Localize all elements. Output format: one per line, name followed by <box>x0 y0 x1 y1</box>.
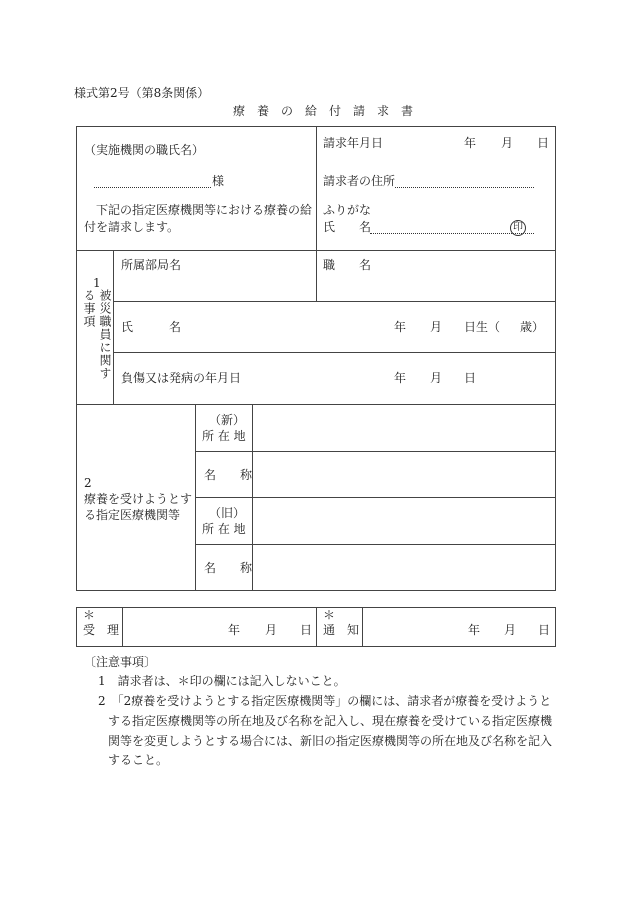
age-label: 歳） <box>520 320 545 334</box>
old-tag: （旧） <box>209 506 246 520</box>
old-address-label: 所 在 地 <box>202 522 246 536</box>
receipt-star: ＊ <box>83 608 96 622</box>
section2-label-line2: る指定医療機関等 <box>84 508 181 522</box>
name-field[interactable] <box>370 233 534 234</box>
address-field[interactable] <box>395 187 534 188</box>
request-day-label: 日 <box>537 136 550 150</box>
section2-label-line1: 療養を受けようとす <box>84 492 193 506</box>
notice-star: ＊ <box>323 608 336 622</box>
request-date-label: 請求年月日 <box>323 136 384 150</box>
new-tag: （新） <box>209 413 246 427</box>
injury-day-label: 日 <box>464 371 477 385</box>
receipt-month-label: 月 <box>265 623 278 637</box>
dept-label: 所属部局名 <box>121 258 182 272</box>
receipt-label: 受 理 <box>83 623 120 637</box>
receipt-year-label: 年 <box>228 623 241 637</box>
new-name-label: 名 称 <box>204 468 253 482</box>
notice-day-label: 日 <box>538 623 551 637</box>
birth-year-label: 年 <box>394 320 407 334</box>
notes-heading: 〔注意事項〕 <box>84 655 157 669</box>
employee-name-label: 氏 名 <box>121 320 182 334</box>
note-2-line1: 2 「2療養を受けようとする指定医療機関等」の欄には、請求者が療養を受けようと <box>98 694 552 708</box>
note-2-line4: すること。 <box>108 753 169 767</box>
seal-icon: 印 <box>510 220 526 236</box>
page-title: 療 養 の 給 付 請 求 書 <box>233 104 414 118</box>
request-text-line1: 下記の指定医療機関等における療養の給 <box>96 203 313 217</box>
birth-day-label: 日生（ <box>464 320 501 334</box>
notice-month-label: 月 <box>504 623 517 637</box>
section1-label-col1: 被災職員に関す <box>98 289 112 380</box>
notice-year-label: 年 <box>468 623 481 637</box>
org-label: （実施機関の職氏名） <box>84 143 205 157</box>
position-label: 職 名 <box>323 258 372 272</box>
note-2-line3: 関等を変更しようとする場合には、新旧の指定医療機関等の所在地及び名称を記入 <box>108 734 553 748</box>
injury-month-label: 月 <box>430 371 443 385</box>
old-name-label: 名 称 <box>204 561 253 575</box>
sama-label: 様 <box>212 174 225 188</box>
injury-year-label: 年 <box>394 371 407 385</box>
furigana-label: ふりがな <box>323 203 372 217</box>
note-1: 1 請求者は、＊印の欄には記入しないこと。 <box>98 674 346 688</box>
section2-number: 2 <box>84 476 92 490</box>
name-label: 氏 名 <box>323 220 372 234</box>
form-number: 様式第2号（第8条関係） <box>74 86 210 100</box>
receipt-day-label: 日 <box>300 623 313 637</box>
request-text-line2: 付を請求します。 <box>84 220 180 234</box>
new-address-label: 所 在 地 <box>202 429 246 443</box>
section1-number: 1 <box>93 276 101 290</box>
section1-label-col2: る事項 <box>82 289 96 328</box>
notice-label: 通 知 <box>323 623 360 637</box>
note-2-line2: する指定医療機関等の所在地及び名称を記入し、現在療養を受けている指定医療機 <box>108 714 553 728</box>
request-year-label: 年 <box>464 136 477 150</box>
org-name-field[interactable] <box>94 187 211 188</box>
injury-date-label: 負傷又は発病の年月日 <box>121 371 242 385</box>
request-month-label: 月 <box>501 136 514 150</box>
address-label: 請求者の住所 <box>323 174 396 188</box>
birth-month-label: 月 <box>430 320 443 334</box>
